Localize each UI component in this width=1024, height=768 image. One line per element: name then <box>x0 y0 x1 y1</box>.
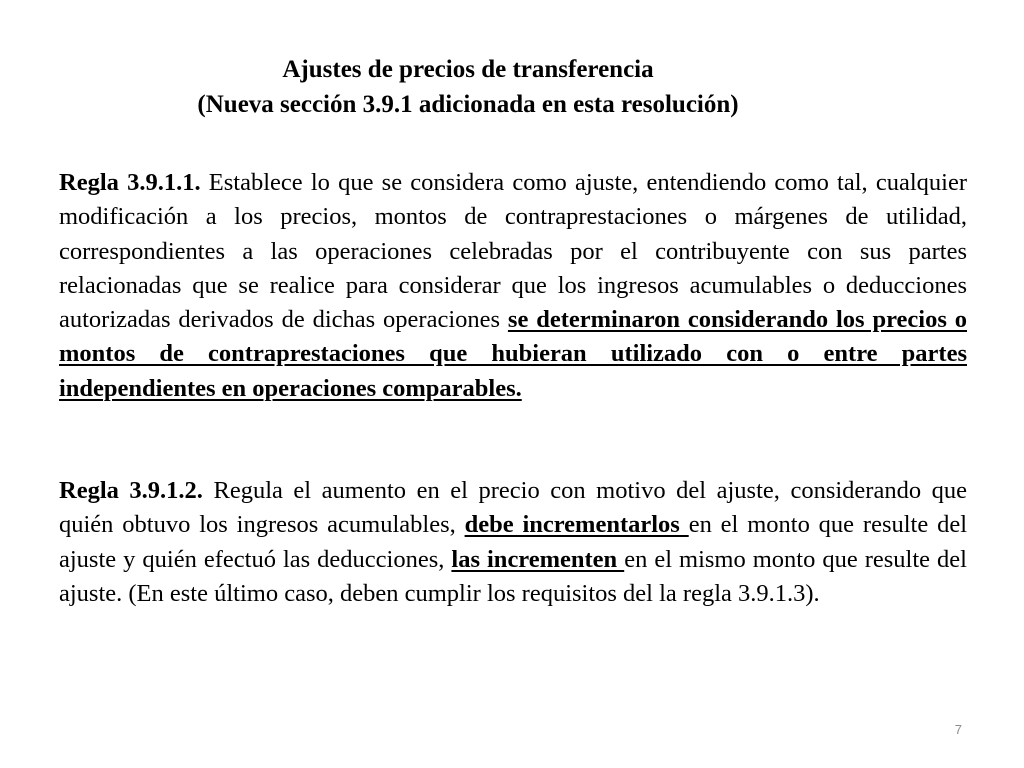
rule-3-9-1-2-paragraph <box>59 474 967 611</box>
rule-label: Regla 3.9.1.2. <box>59 477 203 504</box>
rule-emphasis-text: se determinaron considerando los precios o montos de contraprestaciones que hubieran utilizado con o entre partes independientes en operaciones comparables. <box>59 306 967 402</box>
page-number: 7 <box>954 722 962 737</box>
rule-text: Establece lo que se considera como ajuste, entendiendo como tal, cualquier modificación a los precios, montos de contraprestaciones o márgenes de utilidad, correspondientes a las operaciones celebradas por el contribuyente con sus partes relacionadas que se realice para considerar que los ingresos acumulables o deducciones autorizadas derivados de dichas operaciones <box>59 169 968 334</box>
rule-text: en el mismo monto que resulte del ajuste. (En este último caso, deben cumplir los requisitos del la regla 3.9.1.3). <box>59 545 967 607</box>
rule-emphasis-text: las incrementen <box>451 545 625 573</box>
title-main: Ajustes de precios de transferencia <box>282 56 654 83</box>
slide-title <box>0 52 936 122</box>
rule-3-9-1-1-paragraph <box>59 166 967 406</box>
rule-label: Regla 3.9.1.1. <box>59 169 201 196</box>
title-subtitle: (Nueva sección 3.9.1 adicionada en esta resolución) <box>197 91 739 118</box>
rule-emphasis-text: debe incrementarlos <box>464 511 689 539</box>
rule-text: Regula el aumento en el precio con motivo del ajuste, considerando que quién obtuvo los ingresos acumulables, <box>59 477 967 539</box>
rule-text: en el monto que resulte del ajuste y quién efectuó las deducciones, <box>59 511 967 573</box>
